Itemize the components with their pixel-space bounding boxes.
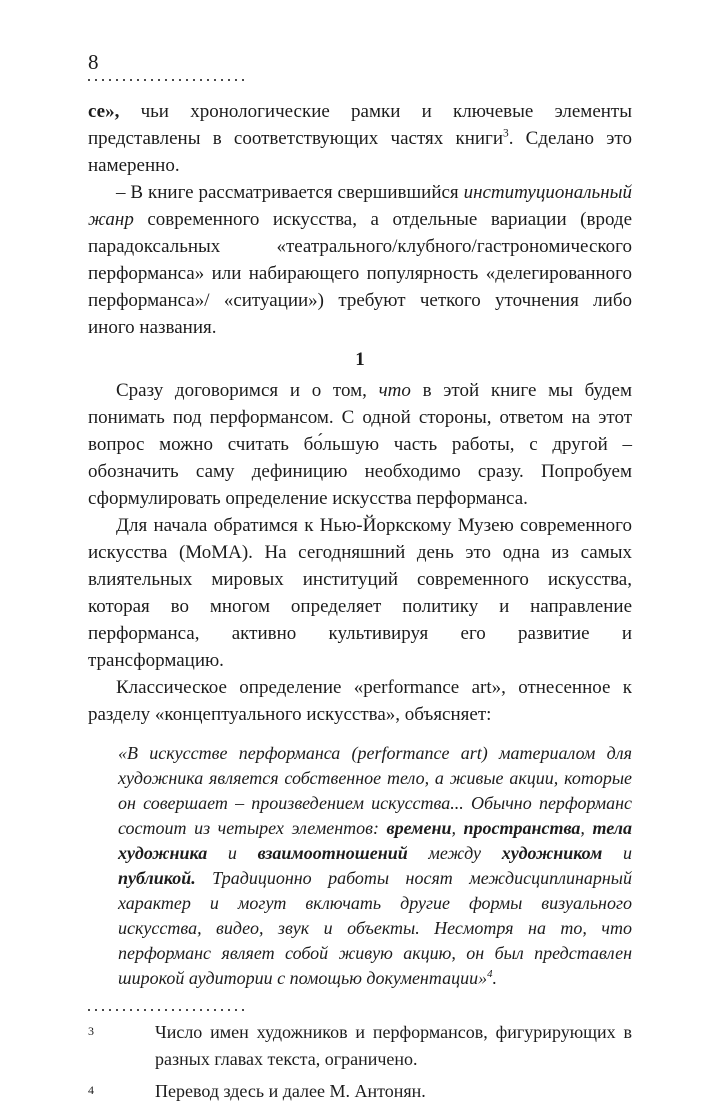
section-number: 1 <box>355 349 365 370</box>
header-dotted-rule <box>88 79 248 81</box>
page-number: 8 <box>88 50 99 74</box>
footnote-text: Число имен художников и перформансов, фигурирующих в разных главах текста, ограничено. <box>155 1022 632 1069</box>
paragraph: Классическое определение «performance art», отнесенное к разделу «концептуального искусства», объясняет: <box>88 677 632 725</box>
footnotes-section <box>88 1009 632 1105</box>
paragraph-dialogue: – В книге рассматривается свершившийся институциональный жанр современного искусства, а отдельные вариации (вроде парадоксальных «театрального/клубного/гастрономического перформанса» или набирающего популярность «делегированного перформанса»/ «ситуации») требуют четкого уточнения либо иного названия. <box>88 182 632 338</box>
footnote-marker: 4 <box>88 1083 94 1097</box>
footnote <box>88 1078 632 1105</box>
footnote <box>88 1019 632 1073</box>
paragraph: Для начала обратимся к Нью-Йоркскому Музею современного искусства (МоМА). На сегодняшний день это одна из самых влиятельных мировых институций современного искусства, которая во многом определяет политику и направление перформанса, активно культивируя его развитие и трансформацию. <box>88 515 632 671</box>
page-header <box>88 50 632 81</box>
paragraph: Сразу договоримся и о том, что в этой книге мы будем понимать под перформансом. С одной стороны, ответом на этот вопрос можно считать бо́льшую часть работы, с другой – обозначить саму дефиницию необходимо сразу. Попробуем сформулировать определение искусства перформанса. <box>88 380 632 509</box>
footnote-text: Перевод здесь и далее М. Антонян. <box>155 1081 426 1101</box>
page-body <box>88 98 632 991</box>
footnote-dotted-rule <box>88 1009 248 1011</box>
block-quote: «В искусстве перформанса (performance art) материалом для художника является собственное тело, а живые акции, которые он совершает – произведением искусства... Обычно перформанс состоит из четырех элементов: времени, пространства, тела художника и взаимоотношений между художником и публикой. Традиционно работы носят междисциплинарный характер и могут включать другие формы визуального искусства, видео, звук и объекты. Несмотря на то, что перформанс являет собой живую акцию, он был представлен широкой аудитории с помощью документации»$^4$. <box>118 743 633 988</box>
paragraph-continuation: се», чьи хронологические рамки и ключевые элементы представлены в соответствующих частях книги$^3$. Сделано это намеренно. <box>88 101 632 176</box>
footnote-marker: 3 <box>88 1024 94 1038</box>
